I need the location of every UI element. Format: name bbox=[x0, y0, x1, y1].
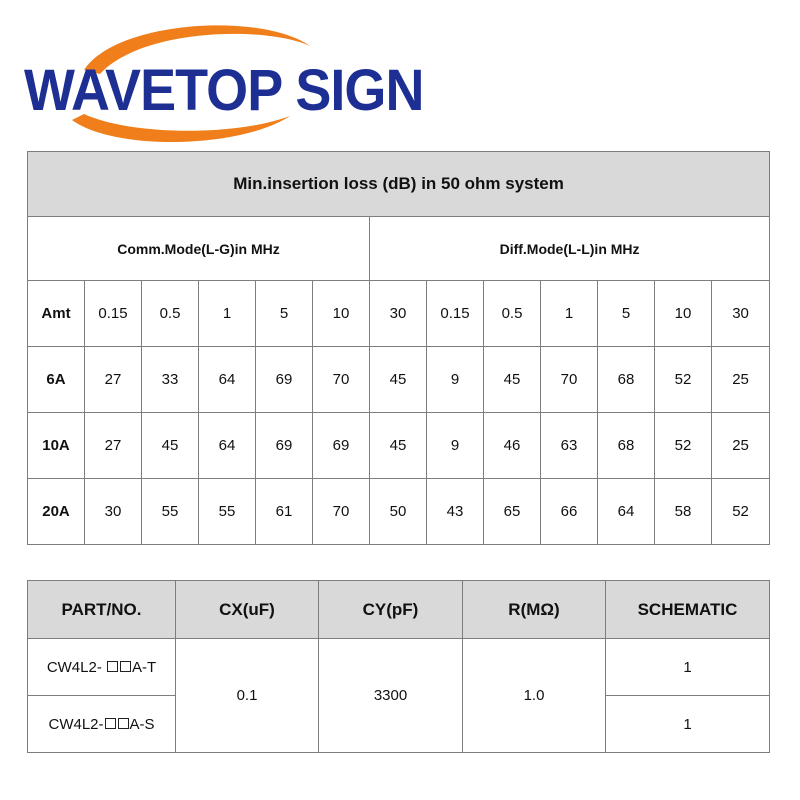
table-cell: 43 bbox=[427, 479, 484, 545]
header-cell: 1 bbox=[199, 281, 256, 347]
frequency-header-row bbox=[28, 281, 770, 347]
header-cell: 5 bbox=[256, 281, 313, 347]
header-cell: 0.5 bbox=[142, 281, 199, 347]
part-suffix: A-T bbox=[132, 658, 157, 676]
part-number-s bbox=[28, 696, 176, 753]
table-cell: 52 bbox=[712, 479, 770, 545]
header-cell: 1 bbox=[541, 281, 598, 347]
table-cell: 58 bbox=[655, 479, 712, 545]
table-cell: 64 bbox=[598, 479, 655, 545]
header-cell: 30 bbox=[712, 281, 770, 347]
cy-value: 3300 bbox=[319, 639, 463, 753]
table-cell: 27 bbox=[85, 413, 142, 479]
row-label: 6A bbox=[28, 347, 85, 413]
schematic-value-t: 1 bbox=[606, 639, 770, 696]
table-cell: 68 bbox=[598, 413, 655, 479]
table-cell: 69 bbox=[313, 413, 370, 479]
table-cell: 70 bbox=[541, 347, 598, 413]
table-cell: 45 bbox=[142, 413, 199, 479]
table-cell: 70 bbox=[313, 479, 370, 545]
cx-value: 0.1 bbox=[176, 639, 319, 753]
column-header-cx: CX(uF) bbox=[176, 581, 319, 639]
logo-text: WAVETOP SIGN bbox=[24, 58, 424, 123]
table-cell: 52 bbox=[655, 413, 712, 479]
table-cell: 45 bbox=[370, 347, 427, 413]
row-label: 20A bbox=[28, 479, 85, 545]
column-header-part-no: PART/NO. bbox=[28, 581, 176, 639]
header-cell: 0.15 bbox=[427, 281, 484, 347]
schematic-value-s: 1 bbox=[606, 696, 770, 753]
r-value: 1.0 bbox=[463, 639, 606, 753]
part-prefix: CW4L2- bbox=[46, 658, 106, 676]
table-cell: 55 bbox=[199, 479, 256, 545]
table-title: Min.insertion loss (dB) in 50 ohm system bbox=[28, 152, 770, 217]
column-header-cy: CY(pF) bbox=[319, 581, 463, 639]
table-cell: 66 bbox=[541, 479, 598, 545]
table-cell: 33 bbox=[142, 347, 199, 413]
column-header-schematic: SCHEMATIC bbox=[606, 581, 770, 639]
brand-logo bbox=[22, 18, 424, 143]
table-cell: 70 bbox=[313, 347, 370, 413]
insertion-loss-table bbox=[27, 151, 770, 545]
table-cell: 45 bbox=[370, 413, 427, 479]
table-cell: 45 bbox=[484, 347, 541, 413]
header-cell: 10 bbox=[655, 281, 712, 347]
part-suffix: A-S bbox=[129, 715, 155, 733]
table-cell: 25 bbox=[712, 347, 770, 413]
diff-mode-header: Diff.Mode(L-L)in MHz bbox=[370, 217, 770, 281]
placeholder-box-icon bbox=[105, 718, 116, 729]
table-cell: 30 bbox=[85, 479, 142, 545]
placeholder-box-icon bbox=[120, 661, 131, 672]
table-cell: 68 bbox=[598, 347, 655, 413]
table-cell: 25 bbox=[712, 413, 770, 479]
column-header-r: R(MΩ) bbox=[463, 581, 606, 639]
table-row bbox=[28, 479, 770, 545]
part-prefix: CW4L2- bbox=[48, 715, 104, 733]
header-cell: 0.5 bbox=[484, 281, 541, 347]
table-cell: 64 bbox=[199, 347, 256, 413]
table-cell: 9 bbox=[427, 413, 484, 479]
table-cell: 65 bbox=[484, 479, 541, 545]
header-cell: 30 bbox=[370, 281, 427, 347]
row-label: 10A bbox=[28, 413, 85, 479]
table-cell: 55 bbox=[142, 479, 199, 545]
table-row bbox=[28, 347, 770, 413]
header-cell: Amt bbox=[28, 281, 85, 347]
table-cell: 61 bbox=[256, 479, 313, 545]
table-cell: 27 bbox=[85, 347, 142, 413]
table-cell: 63 bbox=[541, 413, 598, 479]
placeholder-box-icon bbox=[118, 718, 129, 729]
table-cell: 46 bbox=[484, 413, 541, 479]
table-cell: 69 bbox=[256, 413, 313, 479]
table-cell: 50 bbox=[370, 479, 427, 545]
header-cell: 0.15 bbox=[85, 281, 142, 347]
table-cell: 52 bbox=[655, 347, 712, 413]
part-number-t bbox=[28, 639, 176, 696]
table-cell: 64 bbox=[199, 413, 256, 479]
comm-mode-header: Comm.Mode(L-G)in MHz bbox=[28, 217, 370, 281]
table-cell: 9 bbox=[427, 347, 484, 413]
header-cell: 5 bbox=[598, 281, 655, 347]
table-cell: 69 bbox=[256, 347, 313, 413]
part-spec-table bbox=[27, 580, 770, 753]
header-cell: 10 bbox=[313, 281, 370, 347]
placeholder-box-icon bbox=[107, 661, 118, 672]
table-row bbox=[28, 413, 770, 479]
table-row bbox=[28, 639, 770, 696]
